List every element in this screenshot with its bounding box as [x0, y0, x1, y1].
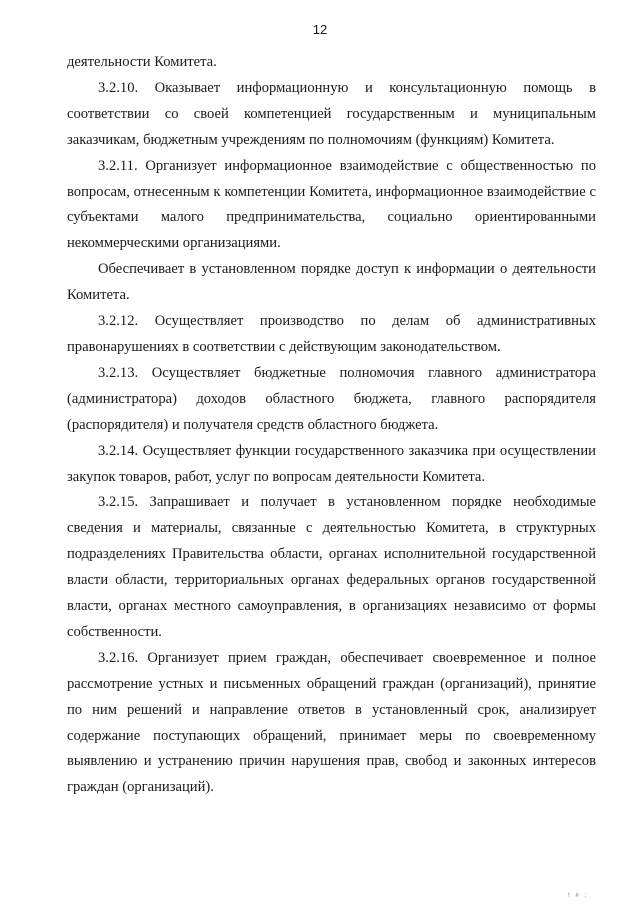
paragraph-3-2-16: 3.2.16. Организует прием граждан, обеспечивает своевременное и полное рассмотрение устных и письменных обращений граждан (организаций), принятие по ним решений и направление ответов в установленный срок, анализирует содержание поступающих обращений, принимает меры по своевременному выявлению и устранению причин нарушения прав, свобод и законных интересов граждан (организаций). — [67, 649, 596, 796]
paragraph-3-2-13: 3.2.13. Осуществляет бюджетные полномочия главного администратора (администратора) доходов областного бюджета, главного распорядителя (распорядителя) и получателя средств областного бюджета. — [67, 364, 596, 433]
paragraph-3-2-14: 3.2.14. Осуществляет функции государственного заказчика при осуществлении закупок товаров, работ, услуг по вопросам деятельности Комитета. — [67, 442, 596, 485]
document-body — [67, 50, 596, 801]
page-number: 12 — [312, 22, 328, 37]
paragraph-3-2-12: 3.2.12. Осуществляет производство по делам об административных правонарушениях в соответствии с действующим законодательством. — [67, 313, 596, 355]
paragraph-3-2-15: 3.2.15. Запрашивает и получает в установленном порядке необходимые сведения и материалы, связанные с деятельностью Комитета, в структурных подразделениях Правительства области, органах исполнительной государственной власти области, территориальных органах федеральных органов государственной власти, органах местного самоуправления, в организациях независимо от формы собственности. — [67, 494, 596, 640]
paragraph-3-2-11: 3.2.11. Организует информационное взаимодействие с общественностью по вопросам, отнесенным к компетенции Комитета, информационное взаимодействие с субъектами малого предпринимательства, социально ориентированными некоммерческими организациями. — [67, 157, 596, 252]
paragraph-3-2-10: 3.2.10. Оказывает информационную и консультационную помощь в соответствии со своей компетенцией государственным и муниципальным заказчикам, бюджетным учреждениям по полномочиям (функциям) Комитета. — [67, 79, 596, 148]
footer-mark: ! # ; — [568, 893, 589, 899]
paragraph-access-info: Обеспечивает в установленном порядке доступ к информации о деятельности Комитета. — [67, 261, 596, 304]
paragraph-continuation: деятельности Комитета. — [67, 54, 217, 70]
